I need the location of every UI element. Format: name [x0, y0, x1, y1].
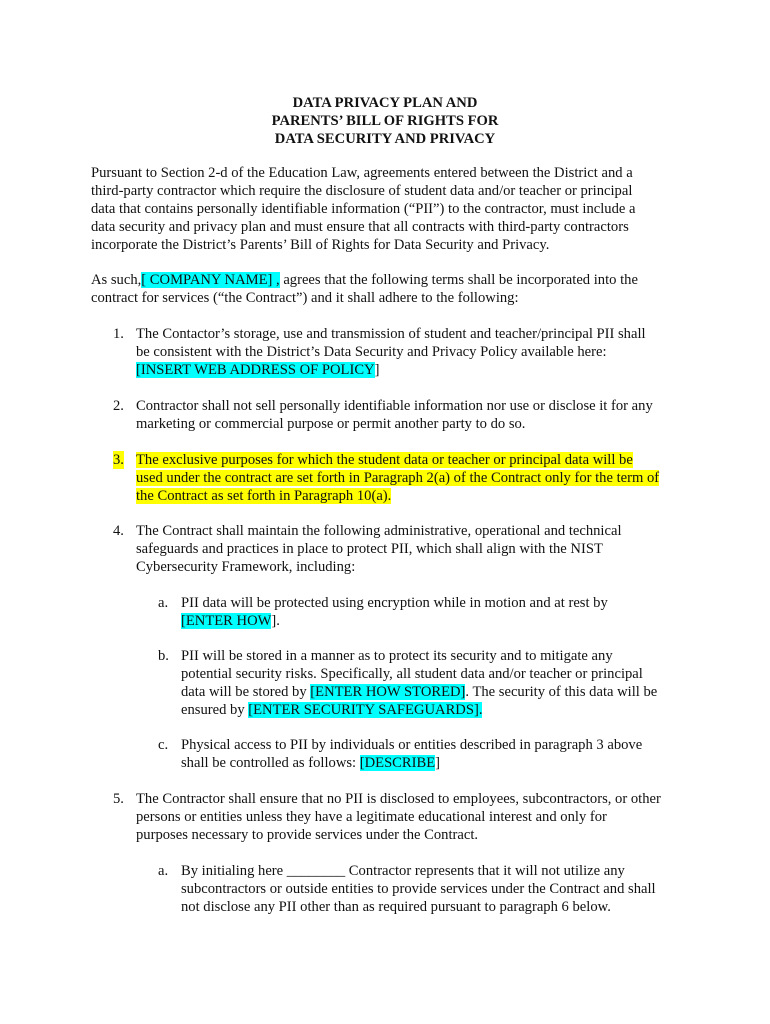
sub-item-body — [181, 647, 657, 719]
describe-placeholder: [DESCRIBE — [359, 755, 436, 771]
item-line — [136, 469, 659, 487]
item-line — [181, 754, 642, 772]
list-number: 5. — [113, 791, 124, 807]
bracket-close: ] — [435, 755, 441, 771]
item-line: marketing or commercial purpose or permit another party to do so. — [136, 416, 526, 432]
list-number: 3. — [113, 452, 124, 468]
item-text: data will be stored by — [181, 684, 311, 700]
item-line — [181, 701, 657, 719]
highlighted-text: the Contract as set forth in Paragraph 10(a). — [136, 488, 392, 504]
list-number: 1. — [113, 326, 124, 342]
sub-letter: a. — [158, 863, 169, 879]
intro-line: data security and privacy plan and must ensure that all contracts with third-party contractors — [91, 219, 629, 235]
intro-line: third-party contractor which require the disclosure of student data and/or teacher or principal — [91, 183, 633, 199]
item-line: The Contract shall maintain the following administrative, operational and technical — [136, 523, 622, 539]
item-line: PII data will be protected using encryption while in motion and at rest by — [181, 595, 608, 611]
highlighted-text: used under the contract are set forth in Paragraph 2(a) of the Contract only for the term of — [136, 470, 660, 486]
enter-how-stored-placeholder: [ENTER HOW STORED] — [310, 684, 466, 700]
intro-line: data that contains personally identifiable information (“PII”) to the contractor, must include a — [91, 201, 636, 217]
highlighted-text: The exclusive purposes for which the student data or teacher or principal data will be — [136, 452, 633, 468]
item-line: subcontractors or outside entities to provide services under the Contract and shall — [181, 881, 656, 897]
item-line: By initialing here ________ Contractor represents that it will not utilize any — [181, 863, 625, 879]
item-text: . The security of this data will be — [465, 684, 658, 700]
security-safeguards-placeholder: [ENTER SECURITY SAFEGUARDS]. — [248, 702, 483, 718]
item-line: be consistent with the District’s Data Security and Privacy Policy available here: — [136, 344, 607, 360]
list-item-body — [136, 397, 653, 433]
list-item-body — [136, 451, 659, 505]
item-line — [181, 612, 608, 630]
as-such-paragraph — [91, 271, 638, 307]
bracket-close: ]. — [271, 613, 280, 629]
as-such-text: As such, — [91, 272, 142, 288]
intro-line: Pursuant to Section 2-d of the Education Law, agreements entered between the District and a — [91, 165, 633, 181]
item-text: ensured by — [181, 702, 249, 718]
sub-item-body — [181, 736, 642, 772]
sub-letter: b. — [158, 648, 169, 664]
item-line: purposes necessary to provide services under the Contract. — [136, 827, 479, 843]
list-item-body — [136, 790, 661, 844]
intro-line: incorporate the District’s Parents’ Bill of Rights for Data Security and Privacy. — [91, 237, 550, 253]
list-item-body — [136, 325, 646, 379]
title-line-2: PARENTS’ BILL OF RIGHTS FOR — [271, 113, 499, 129]
as-such-line-1 — [91, 271, 638, 289]
item-line: safeguards and practices in place to protect PII, which shall align with the NIST — [136, 541, 603, 557]
item-line: Physical access to PII by individuals or entities described in paragraph 3 above — [181, 737, 643, 753]
intro-paragraph — [91, 164, 635, 254]
bracket-close: ] — [374, 362, 380, 378]
title-line-3: DATA SECURITY AND PRIVACY — [274, 131, 496, 147]
sub-item-body — [181, 862, 656, 916]
enter-how-placeholder: [ENTER HOW — [181, 613, 272, 629]
item-line — [136, 487, 659, 505]
item-line: Cybersecurity Framework, including: — [136, 559, 356, 575]
item-text: shall be controlled as follows: — [181, 755, 360, 771]
item-line — [136, 361, 646, 379]
sub-letter: a. — [158, 595, 169, 611]
item-line: PII will be stored in a manner as to protect its security and to mitigate any — [181, 648, 613, 664]
as-such-text: agrees that the following terms shall be incorporated into the — [279, 272, 638, 288]
title-line-1: DATA PRIVACY PLAN AND — [292, 95, 478, 111]
company-name-placeholder: [ COMPANY NAME] , — [141, 272, 280, 288]
item-line: not disclose any PII other than as required pursuant to paragraph 6 below. — [181, 899, 611, 915]
list-item-body — [136, 522, 622, 576]
list-number: 4. — [113, 523, 124, 539]
list-number: 2. — [113, 398, 124, 414]
policy-address-placeholder: [INSERT WEB ADDRESS OF POLICY — [136, 362, 375, 378]
item-line — [136, 451, 659, 469]
sub-letter: c. — [158, 737, 169, 753]
item-line — [181, 683, 657, 701]
sub-item-body — [181, 594, 608, 630]
item-line: Contractor shall not sell personally identifiable information nor use or disclose it for any — [136, 398, 653, 414]
item-line: persons or entities unless they have a legitimate educational interest and only for — [136, 809, 607, 825]
document-title — [0, 94, 770, 148]
item-line: The Contractor shall ensure that no PII is disclosed to employees, subcontractors, or other — [136, 791, 661, 807]
item-line: potential security risks. Specifically, all student data and/or teacher or principal — [181, 666, 643, 682]
item-line: The Contactor’s storage, use and transmission of student and teacher/principal PII shall — [136, 326, 646, 342]
as-such-line-2: contract for services (“the Contract”) and it shall adhere to the following: — [91, 290, 519, 306]
